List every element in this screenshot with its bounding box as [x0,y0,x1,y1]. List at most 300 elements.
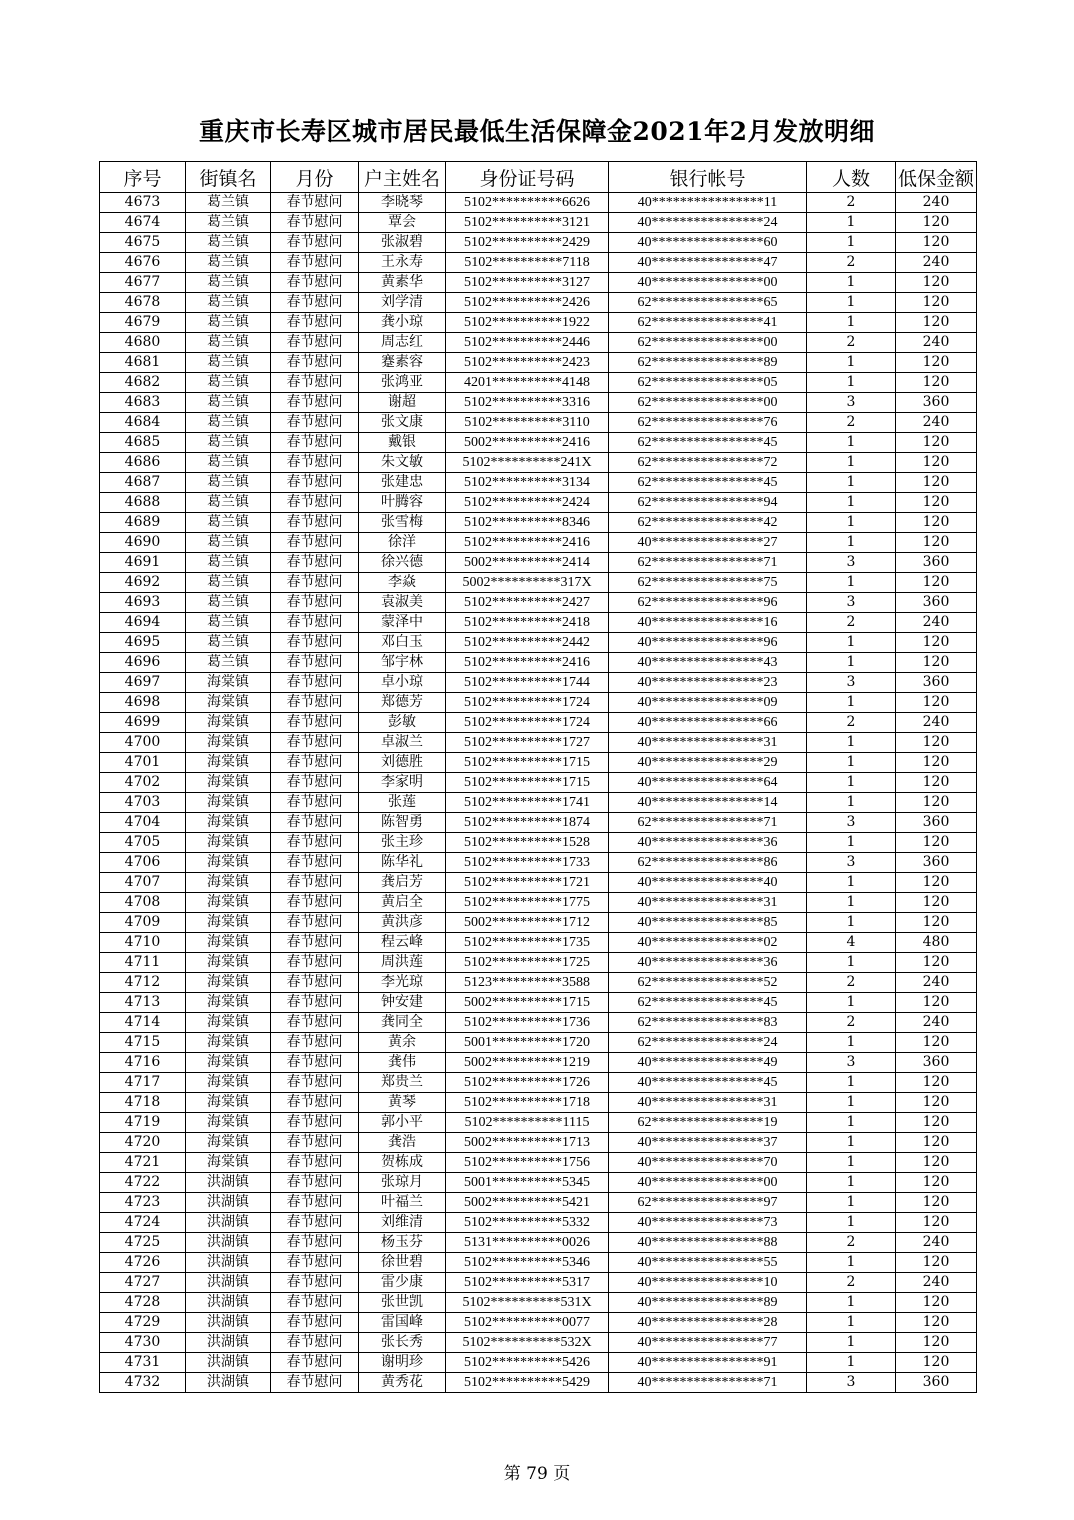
serial-cell: 4678 [100,293,186,313]
serial-cell: 4684 [100,413,186,433]
people-count-cell: 1 [807,633,896,653]
id-number-cell: 5102**********1735 [446,933,609,953]
amount-cell: 120 [896,313,977,333]
people-count-cell: 3 [807,1373,896,1393]
serial-cell: 4712 [100,973,186,993]
people-count-cell: 1 [807,1093,896,1113]
householder-cell: 龚浩 [359,1133,446,1153]
bank-account-cell: 62****************71 [609,553,807,573]
id-number-cell: 4201**********4148 [446,373,609,393]
bank-account-cell: 40****************88 [609,1233,807,1253]
householder-cell: 徐世碧 [359,1253,446,1273]
table-row [100,533,977,553]
month-cell: 春节慰问 [271,1093,359,1113]
id-number-cell: 5102**********1726 [446,1073,609,1093]
bank-account-cell: 40****************60 [609,233,807,253]
people-count-cell: 2 [807,333,896,353]
serial-cell: 4697 [100,673,186,693]
bank-account-cell: 40****************16 [609,613,807,633]
month-cell: 春节慰问 [271,1333,359,1353]
table-row [100,1273,977,1293]
table-row [100,1193,977,1213]
serial-cell: 4709 [100,913,186,933]
bank-account-cell: 40****************66 [609,713,807,733]
id-number-cell: 5102**********2446 [446,333,609,353]
town-cell: 海棠镇 [186,793,271,813]
month-cell: 春节慰问 [271,593,359,613]
amount-cell: 360 [896,1373,977,1393]
month-cell: 春节慰问 [271,333,359,353]
householder-cell: 龚伟 [359,1053,446,1073]
people-count-cell: 1 [807,1153,896,1173]
people-count-cell: 1 [807,1213,896,1233]
month-cell: 春节慰问 [271,1233,359,1253]
bank-account-cell: 40****************37 [609,1133,807,1153]
id-number-cell: 5002**********5421 [446,1193,609,1213]
id-number-cell: 5102**********1721 [446,873,609,893]
householder-cell: 刘学清 [359,293,446,313]
town-cell: 海棠镇 [186,933,271,953]
serial-cell: 4687 [100,473,186,493]
amount-cell: 120 [896,1293,977,1313]
serial-cell: 4679 [100,313,186,333]
bank-account-cell: 62****************76 [609,413,807,433]
id-number-cell: 5102**********1727 [446,733,609,753]
serial-cell: 4686 [100,453,186,473]
table-row [100,253,977,273]
table-row [100,1013,977,1033]
month-cell: 春节慰问 [271,893,359,913]
month-cell: 春节慰问 [271,653,359,673]
people-count-cell: 1 [807,1133,896,1153]
people-count-cell: 1 [807,1193,896,1213]
people-count-cell: 3 [807,553,896,573]
town-cell: 海棠镇 [186,753,271,773]
serial-cell: 4702 [100,773,186,793]
month-cell: 春节慰问 [271,1273,359,1293]
id-number-cell: 5102**********1756 [446,1153,609,1173]
amount-cell: 120 [896,1173,977,1193]
householder-cell: 徐兴德 [359,553,446,573]
amount-cell: 240 [896,1013,977,1033]
id-number-cell: 5102**********1733 [446,853,609,873]
bank-account-cell: 62****************72 [609,453,807,473]
month-cell: 春节慰问 [271,393,359,413]
id-number-cell: 5002**********2416 [446,433,609,453]
bank-account-cell: 62****************86 [609,853,807,873]
amount-cell: 120 [896,433,977,453]
amount-cell: 120 [896,733,977,753]
town-cell: 海棠镇 [186,813,271,833]
id-number-cell: 5102**********2442 [446,633,609,653]
table-row [100,1213,977,1233]
householder-cell: 郭小平 [359,1113,446,1133]
amount-cell: 120 [896,513,977,533]
amount-cell: 360 [896,813,977,833]
bank-account-cell: 62****************00 [609,333,807,353]
table-row [100,513,977,533]
amount-cell: 120 [896,753,977,773]
month-cell: 春节慰问 [271,1133,359,1153]
amount-cell: 360 [896,1053,977,1073]
people-count-cell: 1 [807,773,896,793]
bank-account-cell: 40****************45 [609,1073,807,1093]
serial-cell: 4695 [100,633,186,653]
id-number-cell: 5102**********1724 [446,713,609,733]
table-row [100,553,977,573]
town-cell: 葛兰镇 [186,293,271,313]
people-count-cell: 1 [807,533,896,553]
amount-cell: 240 [896,193,977,213]
householder-cell: 邓白玉 [359,633,446,653]
bank-account-cell: 62****************97 [609,1193,807,1213]
serial-cell: 4682 [100,373,186,393]
people-count-cell: 1 [807,1113,896,1133]
id-number-cell: 5102**********3134 [446,473,609,493]
bank-account-cell: 40****************96 [609,633,807,653]
month-cell: 春节慰问 [271,933,359,953]
amount-cell: 240 [896,333,977,353]
id-number-cell: 5102**********1528 [446,833,609,853]
people-count-cell: 2 [807,193,896,213]
town-cell: 葛兰镇 [186,613,271,633]
householder-cell: 程云峰 [359,933,446,953]
people-count-cell: 1 [807,293,896,313]
householder-cell: 郑贵兰 [359,1073,446,1093]
town-cell: 海棠镇 [186,713,271,733]
town-cell: 洪湖镇 [186,1213,271,1233]
serial-cell: 4717 [100,1073,186,1093]
amount-cell: 240 [896,613,977,633]
id-number-cell: 5131**********0026 [446,1233,609,1253]
bank-account-cell: 40****************23 [609,673,807,693]
people-count-cell: 1 [807,453,896,473]
town-cell: 洪湖镇 [186,1373,271,1393]
town-cell: 洪湖镇 [186,1193,271,1213]
householder-cell: 钟安建 [359,993,446,1013]
amount-cell: 120 [896,573,977,593]
month-cell: 春节慰问 [271,753,359,773]
town-cell: 洪湖镇 [186,1353,271,1373]
amount-cell: 120 [896,833,977,853]
table-row [100,593,977,613]
bank-account-cell: 62****************45 [609,433,807,453]
householder-cell: 李家明 [359,773,446,793]
col-header-town: 街镇名 [186,162,271,193]
month-cell: 春节慰问 [271,773,359,793]
serial-cell: 4696 [100,653,186,673]
bank-account-cell: 40****************31 [609,733,807,753]
amount-cell: 120 [896,1093,977,1113]
town-cell: 葛兰镇 [186,533,271,553]
bank-account-cell: 40****************28 [609,1313,807,1333]
month-cell: 春节慰问 [271,413,359,433]
householder-cell: 王永寿 [359,253,446,273]
town-cell: 海棠镇 [186,893,271,913]
serial-cell: 4722 [100,1173,186,1193]
table-row [100,833,977,853]
amount-cell: 240 [896,253,977,273]
town-cell: 葛兰镇 [186,313,271,333]
town-cell: 海棠镇 [186,913,271,933]
id-number-cell: 5102**********1715 [446,773,609,793]
town-cell: 葛兰镇 [186,493,271,513]
householder-cell: 龚启芳 [359,873,446,893]
people-count-cell: 2 [807,713,896,733]
table-body [100,193,977,1393]
id-number-cell: 5102**********3110 [446,413,609,433]
table-row [100,733,977,753]
serial-cell: 4726 [100,1253,186,1273]
amount-cell: 240 [896,413,977,433]
town-cell: 洪湖镇 [186,1313,271,1333]
bank-account-cell: 40****************89 [609,1293,807,1313]
bank-account-cell: 40****************71 [609,1373,807,1393]
bank-account-cell: 62****************71 [609,813,807,833]
householder-cell: 周志红 [359,333,446,353]
id-number-cell: 5102**********1922 [446,313,609,333]
people-count-cell: 3 [807,853,896,873]
table-row [100,653,977,673]
month-cell: 春节慰问 [271,1293,359,1313]
id-number-cell: 5002**********317X [446,573,609,593]
table-row [100,1133,977,1153]
serial-cell: 4714 [100,1013,186,1033]
bank-account-cell: 40****************31 [609,1093,807,1113]
serial-cell: 4705 [100,833,186,853]
serial-cell: 4706 [100,853,186,873]
people-count-cell: 1 [807,793,896,813]
month-cell: 春节慰问 [271,913,359,933]
town-cell: 葛兰镇 [186,333,271,353]
table-row [100,633,977,653]
amount-cell: 360 [896,553,977,573]
town-cell: 海棠镇 [186,773,271,793]
people-count-cell: 1 [807,273,896,293]
bank-account-cell: 40****************36 [609,833,807,853]
amount-cell: 120 [896,633,977,653]
town-cell: 海棠镇 [186,1053,271,1073]
month-cell: 春节慰问 [271,553,359,573]
householder-cell: 黄余 [359,1033,446,1053]
amount-cell: 120 [896,953,977,973]
id-number-cell: 5001**********1720 [446,1033,609,1053]
town-cell: 海棠镇 [186,693,271,713]
householder-cell: 朱文敏 [359,453,446,473]
householder-cell: 龚小琼 [359,313,446,333]
col-header-month: 月份 [271,162,359,193]
householder-cell: 贺栋成 [359,1153,446,1173]
table-row [100,1313,977,1333]
table-row [100,1233,977,1253]
town-cell: 葛兰镇 [186,433,271,453]
householder-cell: 徐洋 [359,533,446,553]
id-number-cell: 5102**********1715 [446,753,609,773]
id-number-cell: 5102**********2416 [446,653,609,673]
amount-cell: 360 [896,853,977,873]
table-row [100,813,977,833]
town-cell: 海棠镇 [186,993,271,1013]
table-row [100,893,977,913]
table-row [100,913,977,933]
amount-cell: 120 [896,1033,977,1053]
amount-cell: 120 [896,273,977,293]
people-count-cell: 1 [807,493,896,513]
serial-cell: 4675 [100,233,186,253]
table-row [100,673,977,693]
town-cell: 海棠镇 [186,1013,271,1033]
householder-cell: 张淑碧 [359,233,446,253]
householder-cell: 张琼月 [359,1173,446,1193]
amount-cell: 120 [896,1353,977,1373]
bank-account-cell: 40****************49 [609,1053,807,1073]
people-count-cell: 1 [807,653,896,673]
bank-account-cell: 40****************11 [609,193,807,213]
amount-cell: 120 [896,693,977,713]
bank-account-cell: 40****************09 [609,693,807,713]
amount-cell: 120 [896,493,977,513]
householder-cell: 彭敏 [359,713,446,733]
month-cell: 春节慰问 [271,813,359,833]
town-cell: 海棠镇 [186,833,271,853]
bank-account-cell: 40****************29 [609,753,807,773]
id-number-cell: 5102**********2429 [446,233,609,253]
month-cell: 春节慰问 [271,1213,359,1233]
amount-cell: 120 [896,373,977,393]
people-count-cell: 1 [807,1253,896,1273]
town-cell: 海棠镇 [186,1093,271,1113]
people-count-cell: 2 [807,1233,896,1253]
table-row [100,873,977,893]
amount-cell: 120 [896,353,977,373]
month-cell: 春节慰问 [271,293,359,313]
people-count-cell: 3 [807,673,896,693]
id-number-cell: 5102**********1115 [446,1113,609,1133]
town-cell: 葛兰镇 [186,233,271,253]
month-cell: 春节慰问 [271,373,359,393]
id-number-cell: 5102**********2423 [446,353,609,373]
bank-account-cell: 62****************00 [609,393,807,413]
table-row [100,313,977,333]
town-cell: 海棠镇 [186,673,271,693]
serial-cell: 4713 [100,993,186,1013]
bank-account-cell: 62****************42 [609,513,807,533]
amount-cell: 480 [896,933,977,953]
serial-cell: 4703 [100,793,186,813]
people-count-cell: 1 [807,433,896,453]
amount-cell: 120 [896,213,977,233]
serial-cell: 4689 [100,513,186,533]
people-count-cell: 1 [807,833,896,853]
month-cell: 春节慰问 [271,793,359,813]
serial-cell: 4676 [100,253,186,273]
month-cell: 春节慰问 [271,513,359,533]
people-count-cell: 1 [807,473,896,493]
id-number-cell: 5102**********1718 [446,1093,609,1113]
month-cell: 春节慰问 [271,733,359,753]
id-number-cell: 5102**********2426 [446,293,609,313]
town-cell: 海棠镇 [186,853,271,873]
people-count-cell: 1 [807,373,896,393]
month-cell: 春节慰问 [271,1253,359,1273]
month-cell: 春节慰问 [271,853,359,873]
table-row [100,853,977,873]
bank-account-cell: 40****************55 [609,1253,807,1273]
month-cell: 春节慰问 [271,453,359,473]
town-cell: 洪湖镇 [186,1333,271,1353]
householder-cell: 郑德芳 [359,693,446,713]
id-number-cell: 5102**********6626 [446,193,609,213]
householder-cell: 杨玉芬 [359,1233,446,1253]
table-row [100,453,977,473]
relief-payment-table [99,161,977,1393]
table-row [100,713,977,733]
id-number-cell: 5102**********1775 [446,893,609,913]
householder-cell: 雷国峰 [359,1313,446,1333]
town-cell: 葛兰镇 [186,553,271,573]
town-cell: 海棠镇 [186,733,271,753]
col-header-serial: 序号 [100,162,186,193]
serial-cell: 4727 [100,1273,186,1293]
id-number-cell: 5002**********2414 [446,553,609,573]
month-cell: 春节慰问 [271,613,359,633]
householder-cell: 张莲 [359,793,446,813]
people-count-cell: 2 [807,1013,896,1033]
bank-account-cell: 62****************45 [609,993,807,1013]
householder-cell: 叶福兰 [359,1193,446,1213]
householder-cell: 黄素华 [359,273,446,293]
serial-cell: 4711 [100,953,186,973]
serial-cell: 4694 [100,613,186,633]
month-cell: 春节慰问 [271,573,359,593]
town-cell: 葛兰镇 [186,213,271,233]
serial-cell: 4716 [100,1053,186,1073]
id-number-cell: 5102**********8346 [446,513,609,533]
town-cell: 葛兰镇 [186,193,271,213]
amount-cell: 120 [896,1193,977,1213]
town-cell: 洪湖镇 [186,1253,271,1273]
serial-cell: 4699 [100,713,186,733]
householder-cell: 刘维清 [359,1213,446,1233]
id-number-cell: 5102**********5429 [446,1373,609,1393]
people-count-cell: 1 [807,753,896,773]
amount-cell: 240 [896,973,977,993]
town-cell: 葛兰镇 [186,513,271,533]
table-row [100,1153,977,1173]
people-count-cell: 3 [807,593,896,613]
people-count-cell: 1 [807,953,896,973]
bank-account-cell: 62****************65 [609,293,807,313]
town-cell: 海棠镇 [186,1133,271,1153]
table-row [100,193,977,213]
bank-account-cell: 40****************36 [609,953,807,973]
town-cell: 葛兰镇 [186,253,271,273]
town-cell: 洪湖镇 [186,1293,271,1313]
householder-cell: 张建忠 [359,473,446,493]
householder-cell: 李光琼 [359,973,446,993]
people-count-cell: 1 [807,1333,896,1353]
householder-cell: 邹宇林 [359,653,446,673]
month-cell: 春节慰问 [271,953,359,973]
bank-account-cell: 40****************43 [609,653,807,673]
bank-account-cell: 40****************70 [609,1153,807,1173]
people-count-cell: 1 [807,213,896,233]
table-row [100,353,977,373]
table-row [100,693,977,713]
householder-cell: 张长秀 [359,1333,446,1353]
month-cell: 春节慰问 [271,693,359,713]
month-cell: 春节慰问 [271,193,359,213]
